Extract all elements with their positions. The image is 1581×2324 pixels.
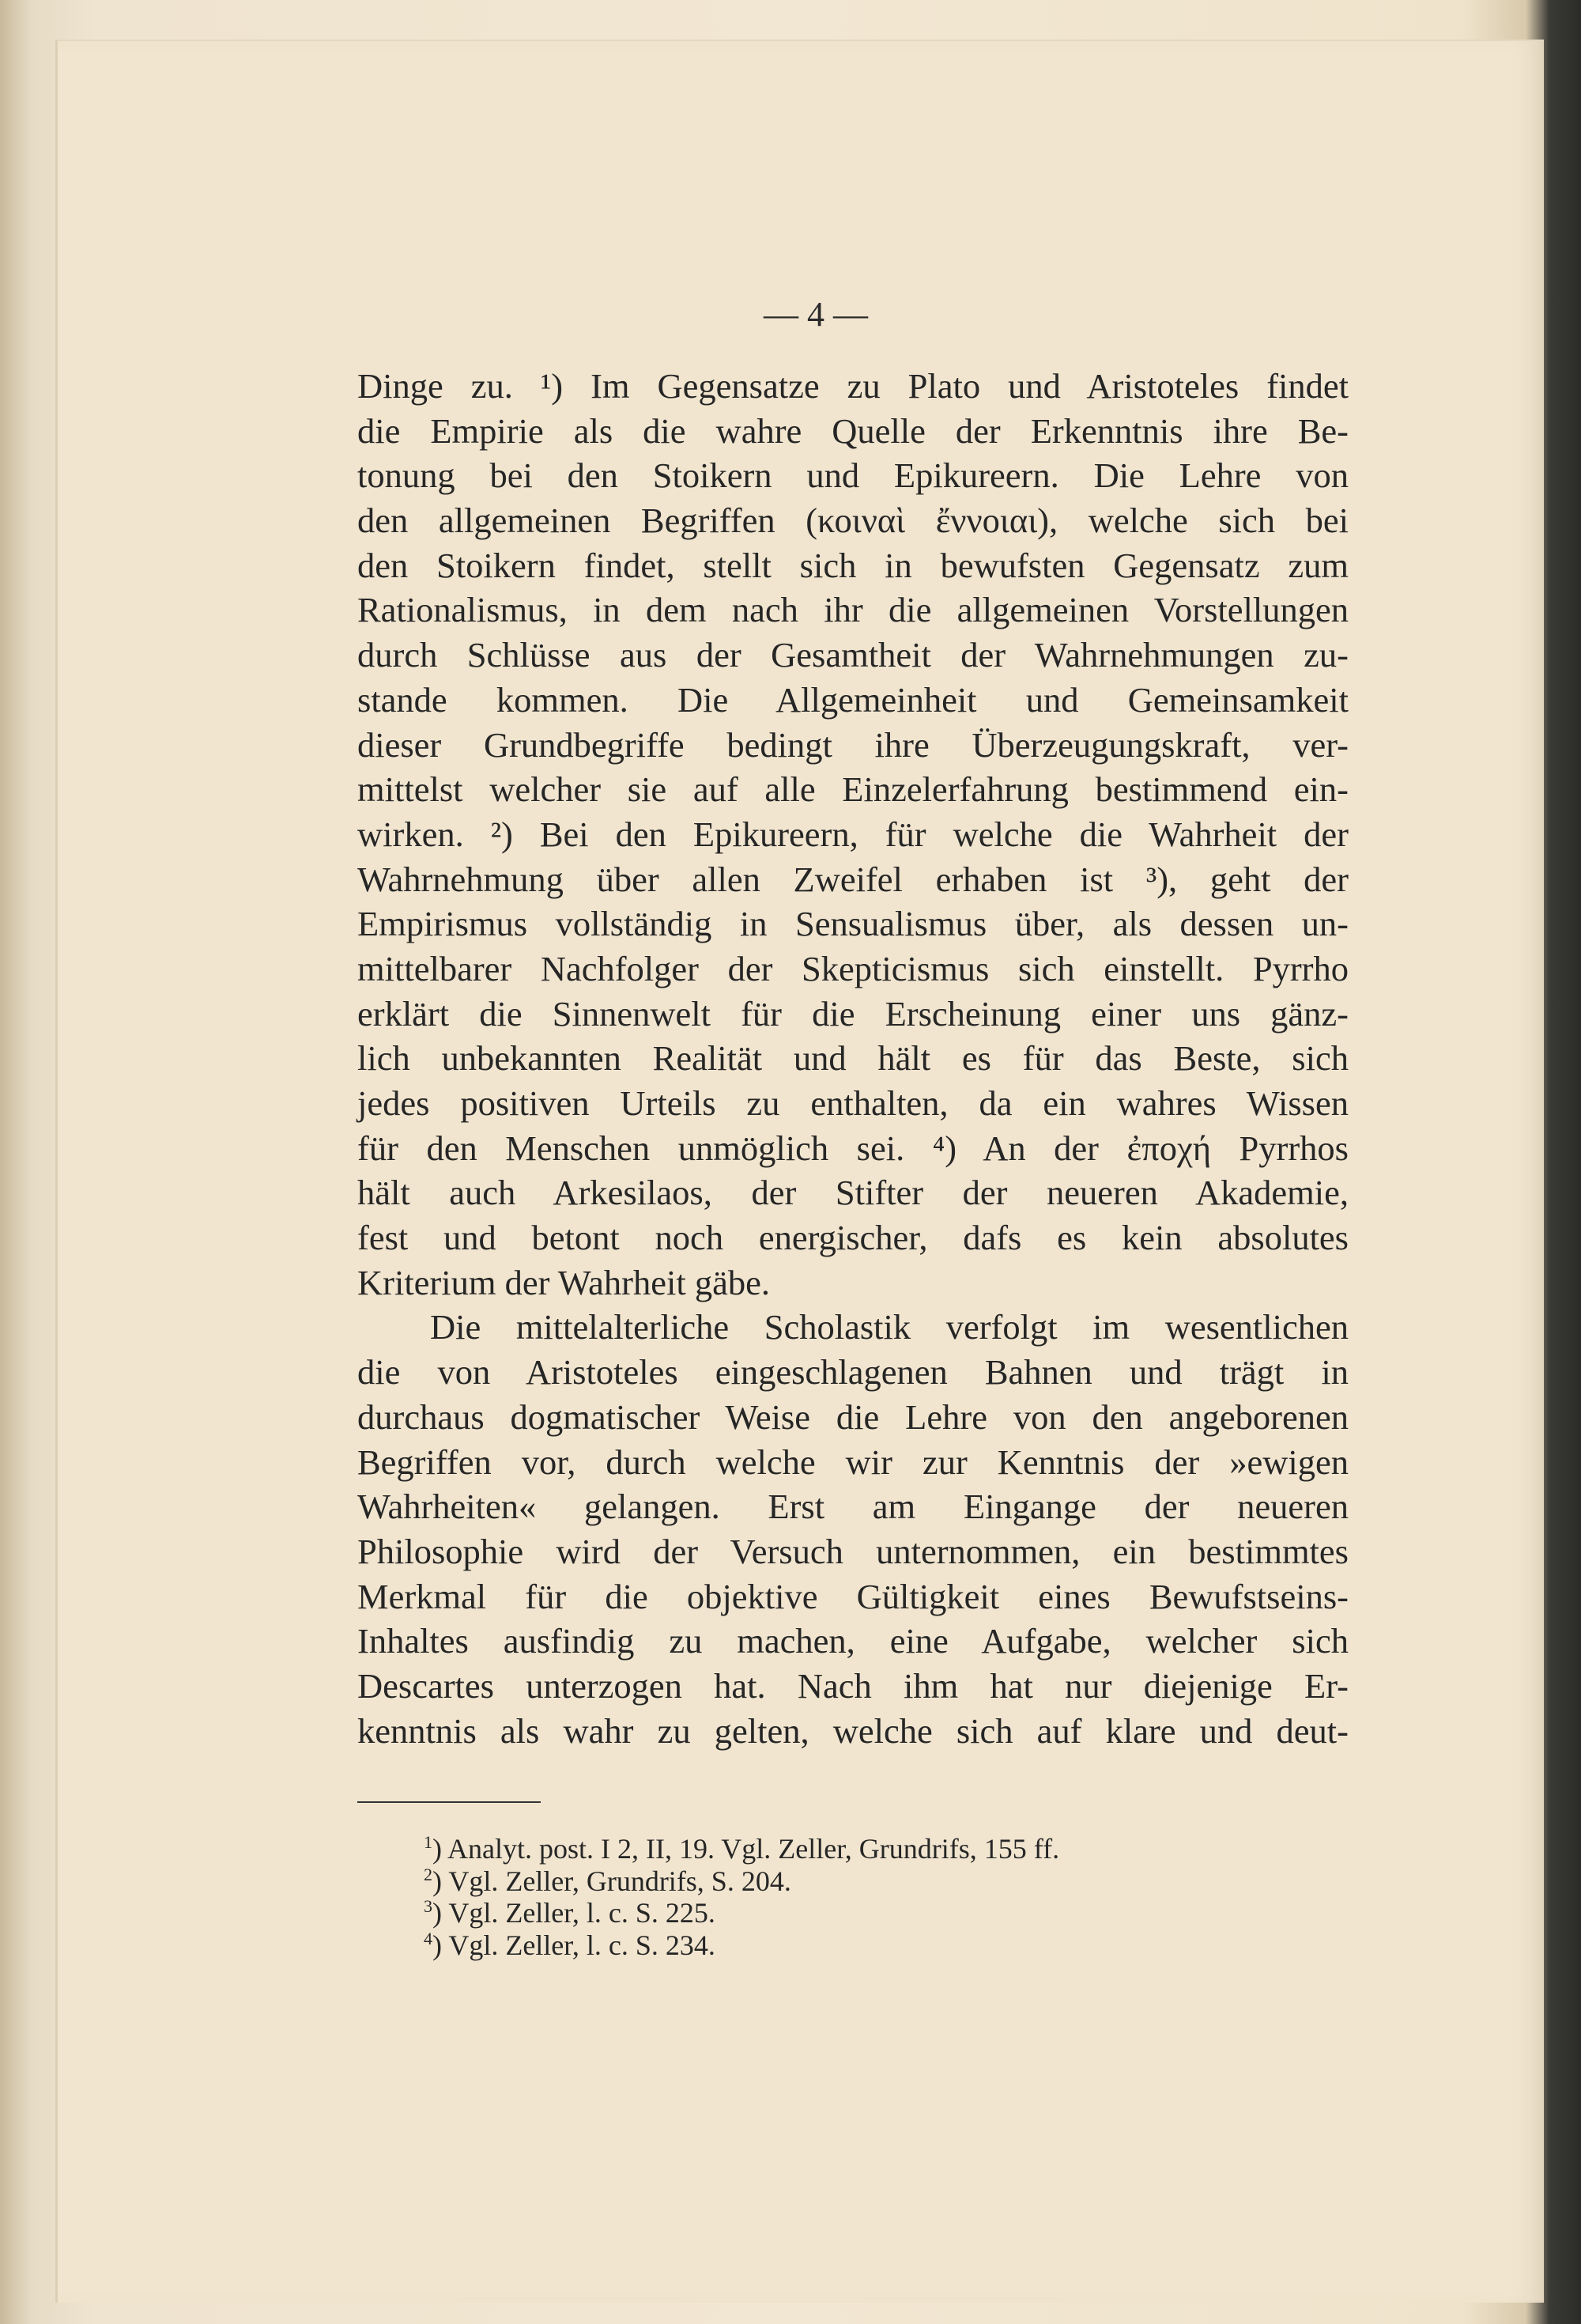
text-line: Inhaltes ausfindig zu machen, eine Aufgabe, welcher sich — [357, 1621, 1349, 1661]
text-line: Empirismus vollständig in Sensualismus über, als dessen un- — [357, 904, 1349, 944]
footnote-divider — [357, 1801, 541, 1803]
footnote-mark: 4 — [424, 1928, 432, 1948]
footnote — [424, 1833, 1309, 1865]
footnote-text: ) Vgl. Zeller, l. c. S. 234. — [432, 1929, 715, 1961]
page-number: — 4 — — [764, 295, 868, 334]
text-line: Wahrnehmung über allen Zweifel erhaben ist ³), geht der — [357, 859, 1349, 899]
text-line: die von Aristoteles eingeschlagenen Bahnen und trägt in — [357, 1352, 1349, 1393]
text-line: tonung bei den Stoikern und Epikureern. Die Lehre von — [357, 455, 1349, 496]
text-line: Dinge zu. ¹) Im Gegensatze zu Plato und Aristoteles findet — [357, 366, 1349, 406]
text-line: fest und betont noch energischer, dafs es kein absolutes — [357, 1218, 1349, 1258]
paragraph-1 — [357, 364, 1349, 1305]
text-line: dieser Grundbegriffe bedingt ihre Überzeugungskraft, ver- — [357, 724, 1349, 765]
text-line: mittelst welcher sie auf alle Einzelerfahrung bestimmend ein- — [357, 769, 1349, 810]
footnote-text: ) Vgl. Zeller, l. c. S. 225. — [432, 1897, 715, 1929]
text-line: durch Schlüsse aus der Gesamtheit der Wahrnehmungen zu- — [357, 635, 1349, 675]
text-line: Die mittelalterliche Scholastik verfolgt im wesentlichen — [430, 1307, 1349, 1347]
text-line: den allgemeinen Begriffen (κοιναὶ ἔννοιαι), welche sich bei — [357, 501, 1349, 541]
text-line: Descartes unterzogen hat. Nach ihm hat nur diejenige Er- — [357, 1665, 1349, 1706]
text-line: lich unbekannten Realität und hält es für das Beste, sich — [357, 1038, 1349, 1079]
text-line: den Stoikern findet, stellt sich in bewufsten Gegensatz zum — [357, 545, 1349, 585]
text-line: durchaus dogmatischer Weise die Lehre von den angeborenen — [357, 1396, 1349, 1437]
text-line: Merkmal für die objektive Gültigkeit eines Bewufstseins- — [357, 1576, 1349, 1616]
footnote — [424, 1929, 1309, 1962]
footnote-mark: 1 — [424, 1832, 432, 1852]
footnote-mark: 3 — [424, 1896, 432, 1916]
text-line: Kriterium der Wahrheit gäbe. — [357, 1262, 770, 1302]
footnote-text: ) Vgl. Zeller, Grundrifs, S. 204. — [432, 1865, 791, 1897]
text-line: hält auch Arkesilaos, der Stifter der neueren Akademie, — [357, 1173, 1349, 1213]
text-line: die Empirie als die wahre Quelle der Erkenntnis ihre Be- — [357, 410, 1349, 451]
text-line: wirken. ²) Bei den Epikureern, für welche die Wahrheit der — [357, 814, 1349, 854]
footnote-mark: 2 — [424, 1864, 432, 1884]
text-line: Wahrheiten« gelangen. Erst am Eingange der neueren — [357, 1487, 1349, 1527]
footnote — [424, 1865, 1309, 1898]
footnote-text: ) Analyt. post. I 2, II, 19. Vgl. Zeller, Grundrifs, 155 ff. — [432, 1833, 1060, 1865]
text-line: für den Menschen unmöglich sei. ⁴) An der ἐποχή Pyrrhos — [357, 1128, 1349, 1168]
footnote — [424, 1897, 1309, 1929]
text-line: Rationalismus, in dem nach ihr die allgemeinen Vorstellungen — [357, 590, 1349, 630]
text-line: Begriffen vor, durch welche wir zur Kenntnis der »ewigen — [357, 1442, 1349, 1482]
body-text — [357, 364, 1349, 1753]
text-line: jedes positiven Urteils zu enthalten, da ein wahres Wissen — [357, 1083, 1349, 1123]
text-line: Philosophie wird der Versuch unternommen, ein bestimmtes — [357, 1531, 1349, 1571]
text-line: erklärt die Sinnenwelt für die Erscheinung einer uns gänz- — [357, 993, 1349, 1034]
footnotes — [424, 1833, 1309, 1961]
paragraph-2 — [357, 1305, 1349, 1753]
text-line: kenntnis als wahr zu gelten, welche sich auf klare und deut- — [357, 1710, 1349, 1751]
text-line: mittelbarer Nachfolger der Skepticismus sich einstellt. Pyrrho — [357, 948, 1349, 988]
text-line: stande kommen. Die Allgemeinheit und Gemeinsamkeit — [357, 679, 1349, 720]
